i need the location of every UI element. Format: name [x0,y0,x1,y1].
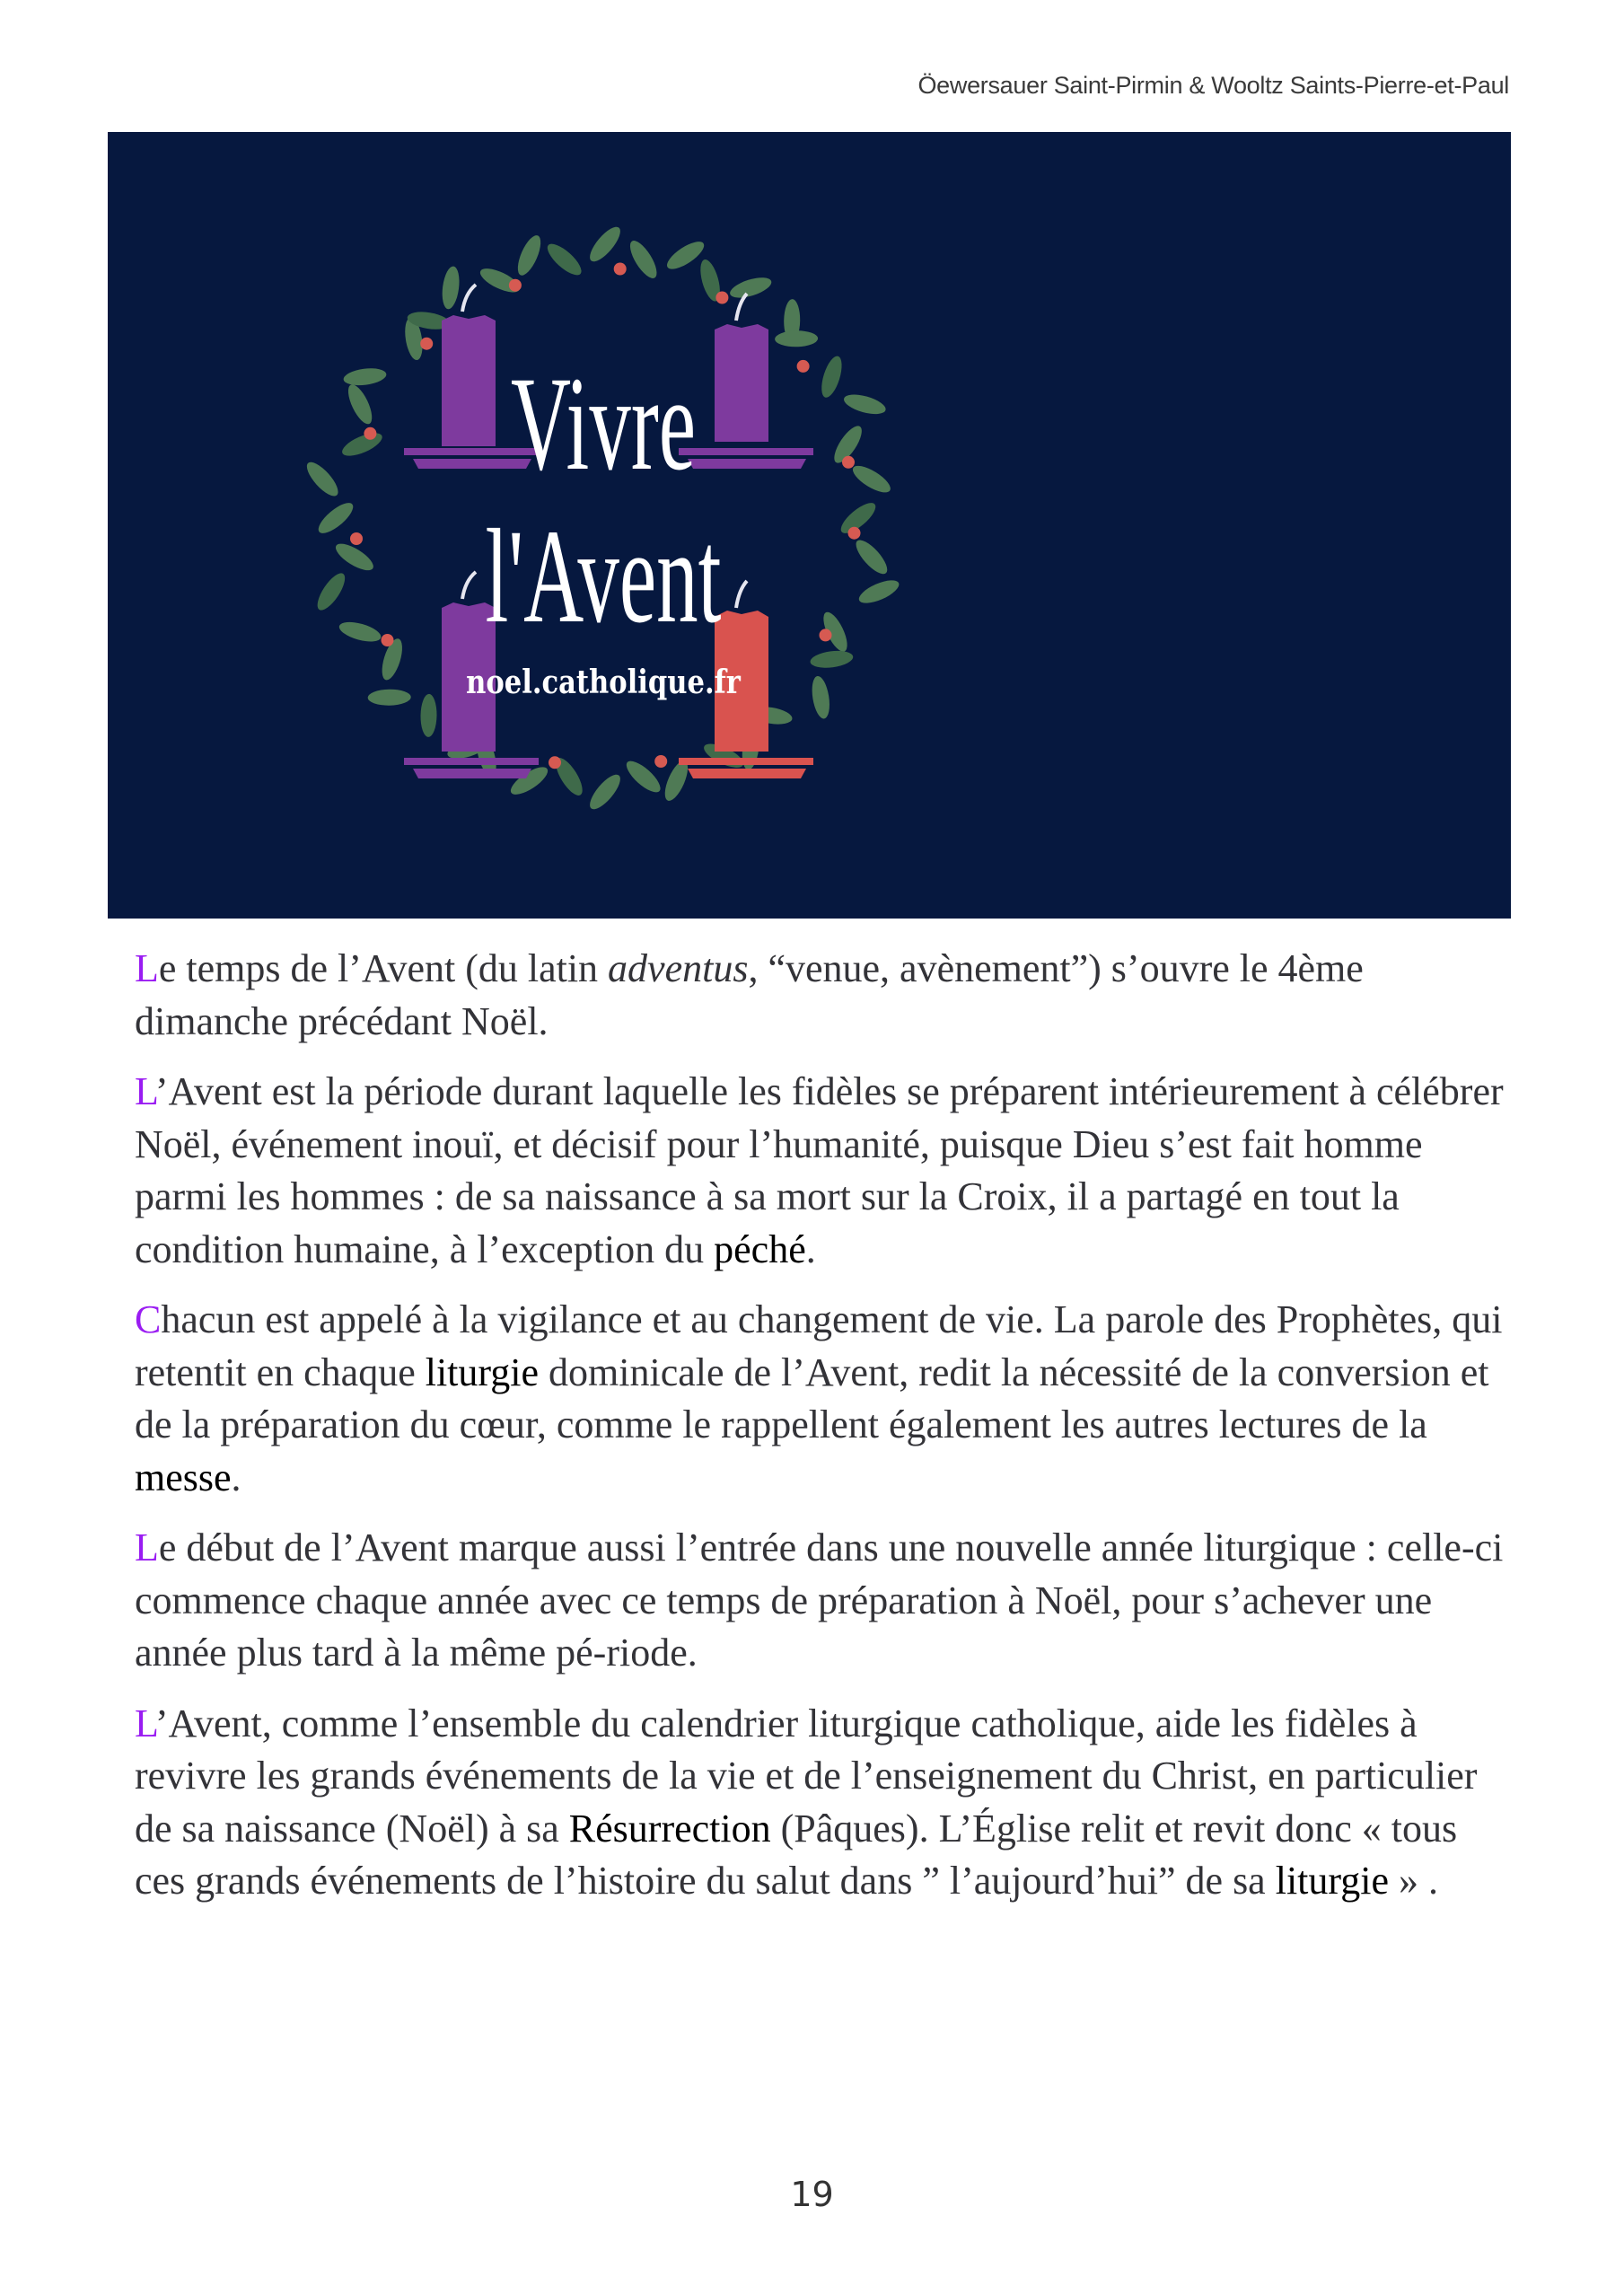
berry-icon [420,338,433,350]
page-number: 19 [790,2175,834,2214]
candle-icon [442,315,496,446]
glossary-link[interactable]: péché [714,1226,806,1271]
italic-term: adventus [608,946,749,990]
glossary-link[interactable]: liturgie [1275,1859,1390,1903]
berry-icon [820,629,832,641]
banner-title-line1: Vivre [510,348,697,498]
glossary-link[interactable]: liturgie [425,1349,540,1394]
drop-letter: L [135,1525,159,1569]
advent-wreath-illustration [108,132,1511,919]
advent-banner-image [108,132,1511,919]
paragraph [135,1294,1508,1504]
drop-letter: L [135,946,159,990]
paragraph-text: (Pâques). L’Église relit et revit donc « tous ces grands événements de l’histoire du salut dans ” l’aujourd’hui” de sa [135,1806,1458,1903]
glossary-link[interactable]: Résurrection [568,1806,771,1851]
article-body [135,943,1508,1926]
paragraph-text: ’Avent, comme l’ensemble du calendrier liturgique catholique, aide les fidèles à revivre les grands événements de la vie et de l’enseignement du Christ, en particulier de sa naissance (Noël) à sa [135,1701,1478,1851]
berry-icon [842,456,855,469]
berry-icon [350,532,363,545]
candle-icon [715,324,768,442]
running-header: Öewersauer Saint-Pirmin & Wooltz Saints-Pierre-et-Paul [917,72,1509,99]
paragraph-text: e temps de l’Avent (du latin [158,946,609,990]
berry-icon [614,263,627,276]
paragraph [135,1522,1508,1680]
berry-icon [382,634,394,646]
drop-letter: L [135,1069,155,1113]
paragraph [135,1066,1508,1276]
drop-letter: L [135,1701,155,1745]
berry-icon [848,527,861,540]
paragraph-text: . [231,1455,241,1499]
glossary-link[interactable]: messe [135,1455,232,1499]
berry-icon [654,755,667,768]
banner-website: noel.catholique.fr [466,663,741,701]
paragraph [135,943,1508,1048]
paragraph-text: , “venue, avènement”) s’ouvre le 4ème dimanche précédant Noël. [135,946,1364,1043]
paragraph-text: dominicale de l’Avent, redit la nécessité de la conversion et de la préparation du cœur, comme le rappellent également les autres lectures de la [135,1349,1489,1446]
paragraph-text: hacun est appelé à la vigilance et au changement de vie. La parole des Prophètes, qui retentit en chaque [135,1297,1503,1394]
berry-icon [797,360,810,373]
paragraph-text: e début de l’Avent marque aussi l’entrée dans une nouvelle année liturgique : celle-ci commence chaque année avec ce temps de préparation à Noël, pour s’achever une année plus tard à la même pé-riode. [135,1525,1504,1675]
berry-icon [715,292,728,304]
paragraph-text: » . [1389,1859,1439,1903]
paragraph [135,1698,1508,1908]
banner-title-line2: l'Avent [485,501,722,651]
paragraph-text: . [805,1226,816,1271]
berry-icon [509,279,522,292]
berry-icon [364,427,376,440]
drop-letter: C [135,1297,162,1341]
paragraph-text: ’Avent est la période durant laquelle les fidèles se préparent intérieurement à célébrer Noël, événement inouï, et décisif pour l’humanité, puisque Dieu s’est fait homme parmi les hommes : de sa naissance à sa mort sur la Croix, il a partagé en tout la condition humaine, à l’exception du [135,1069,1504,1271]
berry-icon [549,756,561,769]
